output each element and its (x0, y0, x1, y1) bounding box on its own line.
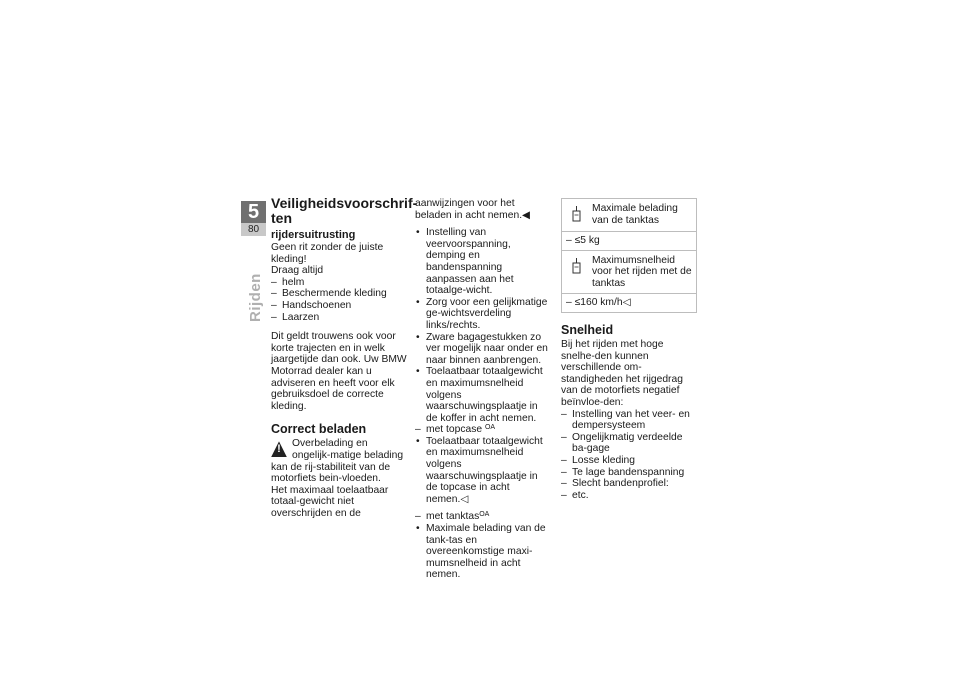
loading-bullets (415, 227, 551, 424)
list-item: – met topcase $^{OA}$ (415, 424, 551, 436)
list-item: • Zware bagagestukken zo ver mogelijk naar onder en naar binnen aanbrengen. (415, 332, 551, 367)
list-item: – Te lage bandenspanning (561, 467, 697, 479)
list-item: – met tanktas$^{OA}$ (415, 511, 551, 523)
list-item: • Zorg voor een gelijkmatige ge-wichtsverdeling links/rechts. (415, 297, 551, 332)
list-item: – etc. (561, 490, 697, 502)
list-item: • Maximale belading van de tank-tas en overeenkomstige maxi-mumsnelheid in acht nemen. (415, 523, 551, 581)
chapter-number: 5 (241, 201, 266, 223)
list-item: – Losse kleding (561, 455, 697, 467)
warning-text: Overbelading en ongelijk-matige belading kan de rij-stabiliteit van de motorfiets bein-vloeden. (271, 438, 404, 485)
list-item: – Laarzen (271, 312, 407, 324)
loading-continuation: aanwijzingen voor het beladen in acht nemen.◀ (415, 198, 530, 221)
column-middle (415, 198, 551, 581)
list-item: • Toelaatbaar totaalgewicht en maximumsnelheid volgens waarschuwingsplaatje in de topcase in acht nemen.◁ (415, 436, 551, 506)
list-item: – Beschermende kleding (271, 288, 407, 300)
luggage-tag-icon (571, 258, 582, 274)
list-item: – Handschoenen (271, 300, 407, 312)
heading-correct-loading: Correct beladen (271, 422, 367, 437)
section-label: Rijden (247, 273, 264, 322)
spec-label: Maximumsnelheid voor het rijden met de tanktas (592, 254, 692, 289)
loading-paragraph: Het maximaal toelaatbaar totaal-gewicht niet overschrijden en de (271, 484, 389, 519)
list-item: – Ongelijkmatig verdeelde ba-gage (561, 432, 697, 455)
tankbag-list (415, 511, 551, 523)
speed-factors-list (561, 409, 697, 502)
intro-line-2: Draag altijd (271, 265, 324, 277)
gear-paragraph: Dit geldt trouwens ook voor korte trajecten en in welk jaargetijde dan ook. Uw BMW Motorrad dealer kan u adviseren en heeft voor elk gebruiksdoel de correcte kleding. (271, 331, 407, 412)
topcase-list (415, 424, 551, 436)
heading-speed: Snelheid (561, 322, 614, 337)
list-item: • Instelling van veervoorspanning, demping en bandenspanning aanpassen aan het totaalge-wicht. (415, 227, 551, 297)
list-item: – Slecht bandenprofiel: (561, 478, 697, 490)
page-title: Veiligheidsvoorschrif-ten (271, 195, 418, 226)
list-item: – helm (271, 277, 407, 289)
spec-box-max-speed (561, 251, 697, 313)
luggage-tag-icon (571, 206, 582, 222)
subhead-rider-gear: rijdersuitrusting (271, 229, 356, 241)
spec-value: – ≤5 kg (566, 235, 600, 246)
spec-box-max-load (561, 198, 697, 251)
optional-accessory-mark: OA (484, 424, 496, 432)
intro-line-1: Geen rit zonder de juiste kleding! (271, 242, 384, 265)
optional-accessory-mark: OA (479, 511, 490, 519)
gear-list (271, 277, 407, 323)
warning-block: ! Overbelading en ongelijk-matige belading kan de rij-stabiliteit van de motorfiets bein-vloeden. (271, 438, 407, 484)
chapter-tab (241, 201, 266, 236)
spec-label: Maximale belading van de tanktas (592, 203, 678, 226)
column-left (271, 195, 418, 519)
list-item: • Toelaatbaar totaalgewicht en maximumsnelheid volgens waarschuwingsplaatje in de koffer in acht nemen. (415, 366, 551, 424)
list-item: – Instelling van het veer- en dempersysteem (561, 409, 697, 432)
spec-value: – ≤160 km/h◁ (566, 297, 631, 309)
column-right (561, 198, 697, 501)
page-number: 80 (241, 223, 266, 236)
speed-paragraph: Bij het rijden met hoge snelhe-den kunnen verschillende om-standigheden het rijgedrag van de motorfiets negatief beïnvloe-den: (561, 338, 683, 408)
